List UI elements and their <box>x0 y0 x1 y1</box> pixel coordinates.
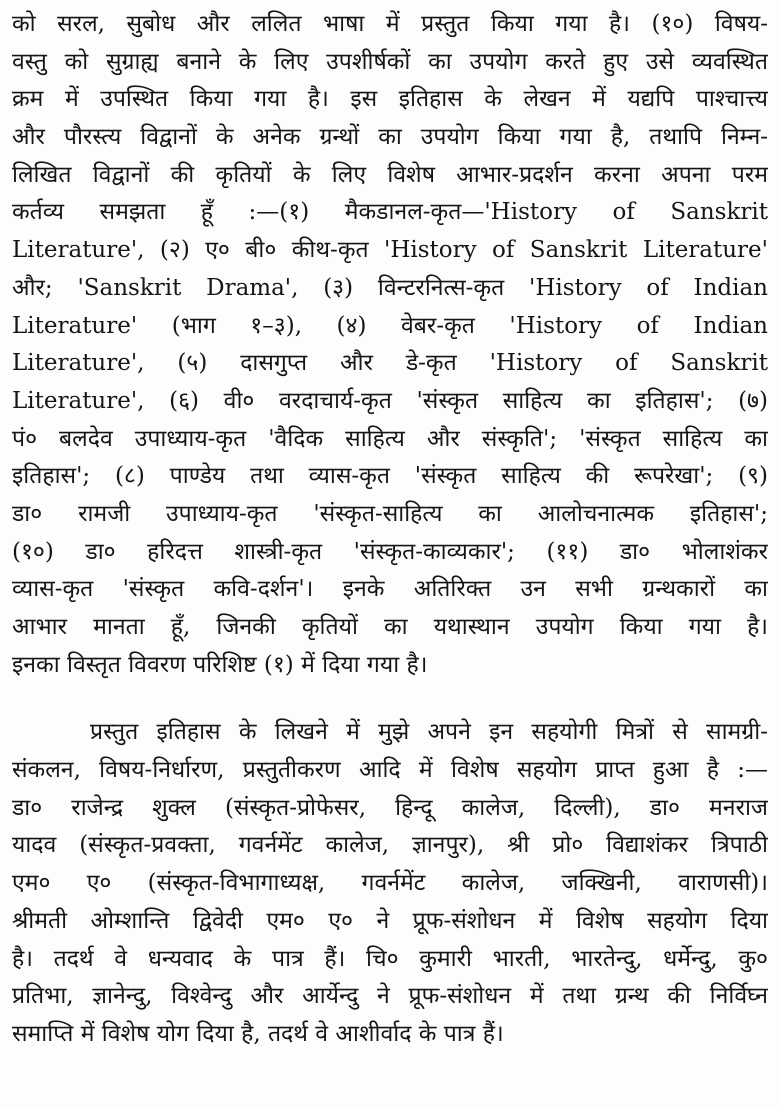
text-line: डा० राजेन्द्र शुक्ल (संस्कृत-प्रोफेसर, हिन्दू कालेज, दिल्ली), डा० मनराज <box>12 794 768 821</box>
text-line: (१०) डा० हरिदत्त शास्त्री-कृत 'संस्कृत-काव्यकार'; (११) डा० भोलाशंकर <box>12 538 768 565</box>
paragraph-references <box>12 6 768 684</box>
text-line: एम० ए० (संस्कृत-विभागाध्यक्ष, गवर्नमेंट कालेज, जक्खिनी, वाराणसी)। <box>12 870 768 897</box>
text-line: श्रीमती ओम्शान्ति द्विवेदी एम० ए० ने प्रूफ-संशोधन में विशेष सहयोग दिया <box>12 907 768 934</box>
text-line: आभार मानता हूँ, जिनकी कृतियों का यथास्थान उपयोग किया गया है। <box>12 614 768 640</box>
text-line: डा० रामजी उपाध्याय-कृत 'संस्कृत-साहित्य का आलोचनात्मक इतिहास'; <box>12 500 768 527</box>
text-line: को सरल, सुबोध और ललित भाषा में प्रस्तुत किया गया है। (१०) विषय- <box>12 11 768 37</box>
text-line: प्रस्तुत इतिहास के लिखने में मुझे अपने इन सहयोगी मित्रों से सामग्री- <box>90 719 768 746</box>
text-line: संकलन, विषय-निर्धारण, प्रस्तुतीकरण आदि में विशेष सहयोग प्राप्त हुआ है :— <box>12 757 768 784</box>
text-line: समाप्ति में विशेष योग दिया है, तदर्थ वे आशीर्वाद के पात्र हैं। <box>12 1020 504 1047</box>
text-line: और पौरस्त्य विद्वानों के अनेक ग्रन्थों का उपयोग किया गया है, तथापि निम्न- <box>12 124 768 151</box>
text-line: व्यास-कृत 'संस्कृत कवि-दर्शन'। इनके अतिरिक्त उन सभी ग्रन्थकारों का <box>12 576 768 603</box>
document-page <box>12 6 768 1054</box>
text-line: कर्तव्य समझता हूँ :—(१) मैकडानल-कृत—'History of Sanskrit <box>12 199 768 226</box>
text-line: इनका विस्तृत विवरण परिशिष्ट (१) में दिया गया है। <box>12 651 428 678</box>
text-line: Literature', (५) दासगुप्त और डे-कृत 'History of Sanskrit <box>12 350 768 377</box>
text-line: है। तदर्थ वे धन्यवाद के पात्र हैं। चि० कुमारी भारती, भारतेन्दु, धर्मेन्दु, कु० <box>12 945 768 972</box>
text-line: प्रतिभा, ज्ञानेन्दु, विश्वेन्दु और आर्येन्दु ने प्रूफ-संशोधन में तथा ग्रन्थ की निर्विघ्न <box>12 983 768 1010</box>
text-line: यादव (संस्कृत-प्रवक्ता, गवर्नमेंट कालेज, ज्ञानपुर), श्री प्रो० विद्याशंकर त्रिपाठी <box>12 832 768 859</box>
text-line: वस्तु को सुग्राह्य बनाने के लिए उपशीर्षकों का उपयोग करते हुए उसे व्यवस्थित <box>12 48 768 75</box>
text-line: पं० बलदेव उपाध्याय-कृत 'वैदिक साहित्य और संस्कृति'; 'संस्कृत साहित्य का <box>12 425 768 452</box>
paragraph-gap <box>12 684 768 714</box>
paragraph-acknowledgements <box>12 714 768 1053</box>
text-line: क्रम में उपस्थित किया गया है। इस इतिहास के लेखन में यद्यपि पाश्चात्त्य <box>12 86 768 113</box>
text-line: इतिहास'; (८) पाण्डेय तथा व्यास-कृत 'संस्कृत साहित्य की रूपरेखा'; (९) <box>12 463 768 490</box>
text-line: और; 'Sanskrit Drama', (३) विन्टरनित्स-कृत 'History of Indian <box>12 274 768 301</box>
text-line: Literature', (६) वी० वरदाचार्य-कृत 'संस्कृत साहित्य का इतिहास'; (७) <box>12 387 768 414</box>
text-line: लिखित विद्वानों की कृतियों के लिए विशेष आभार-प्रदर्शन करना अपना परम <box>12 161 768 188</box>
text-line: Literature' (भाग १–३), (४) वेबर-कृत 'History of Indian <box>12 312 768 339</box>
text-line: Literature', (२) ए० बी० कीथ-कृत 'History of Sanskrit Literature' <box>12 237 768 264</box>
